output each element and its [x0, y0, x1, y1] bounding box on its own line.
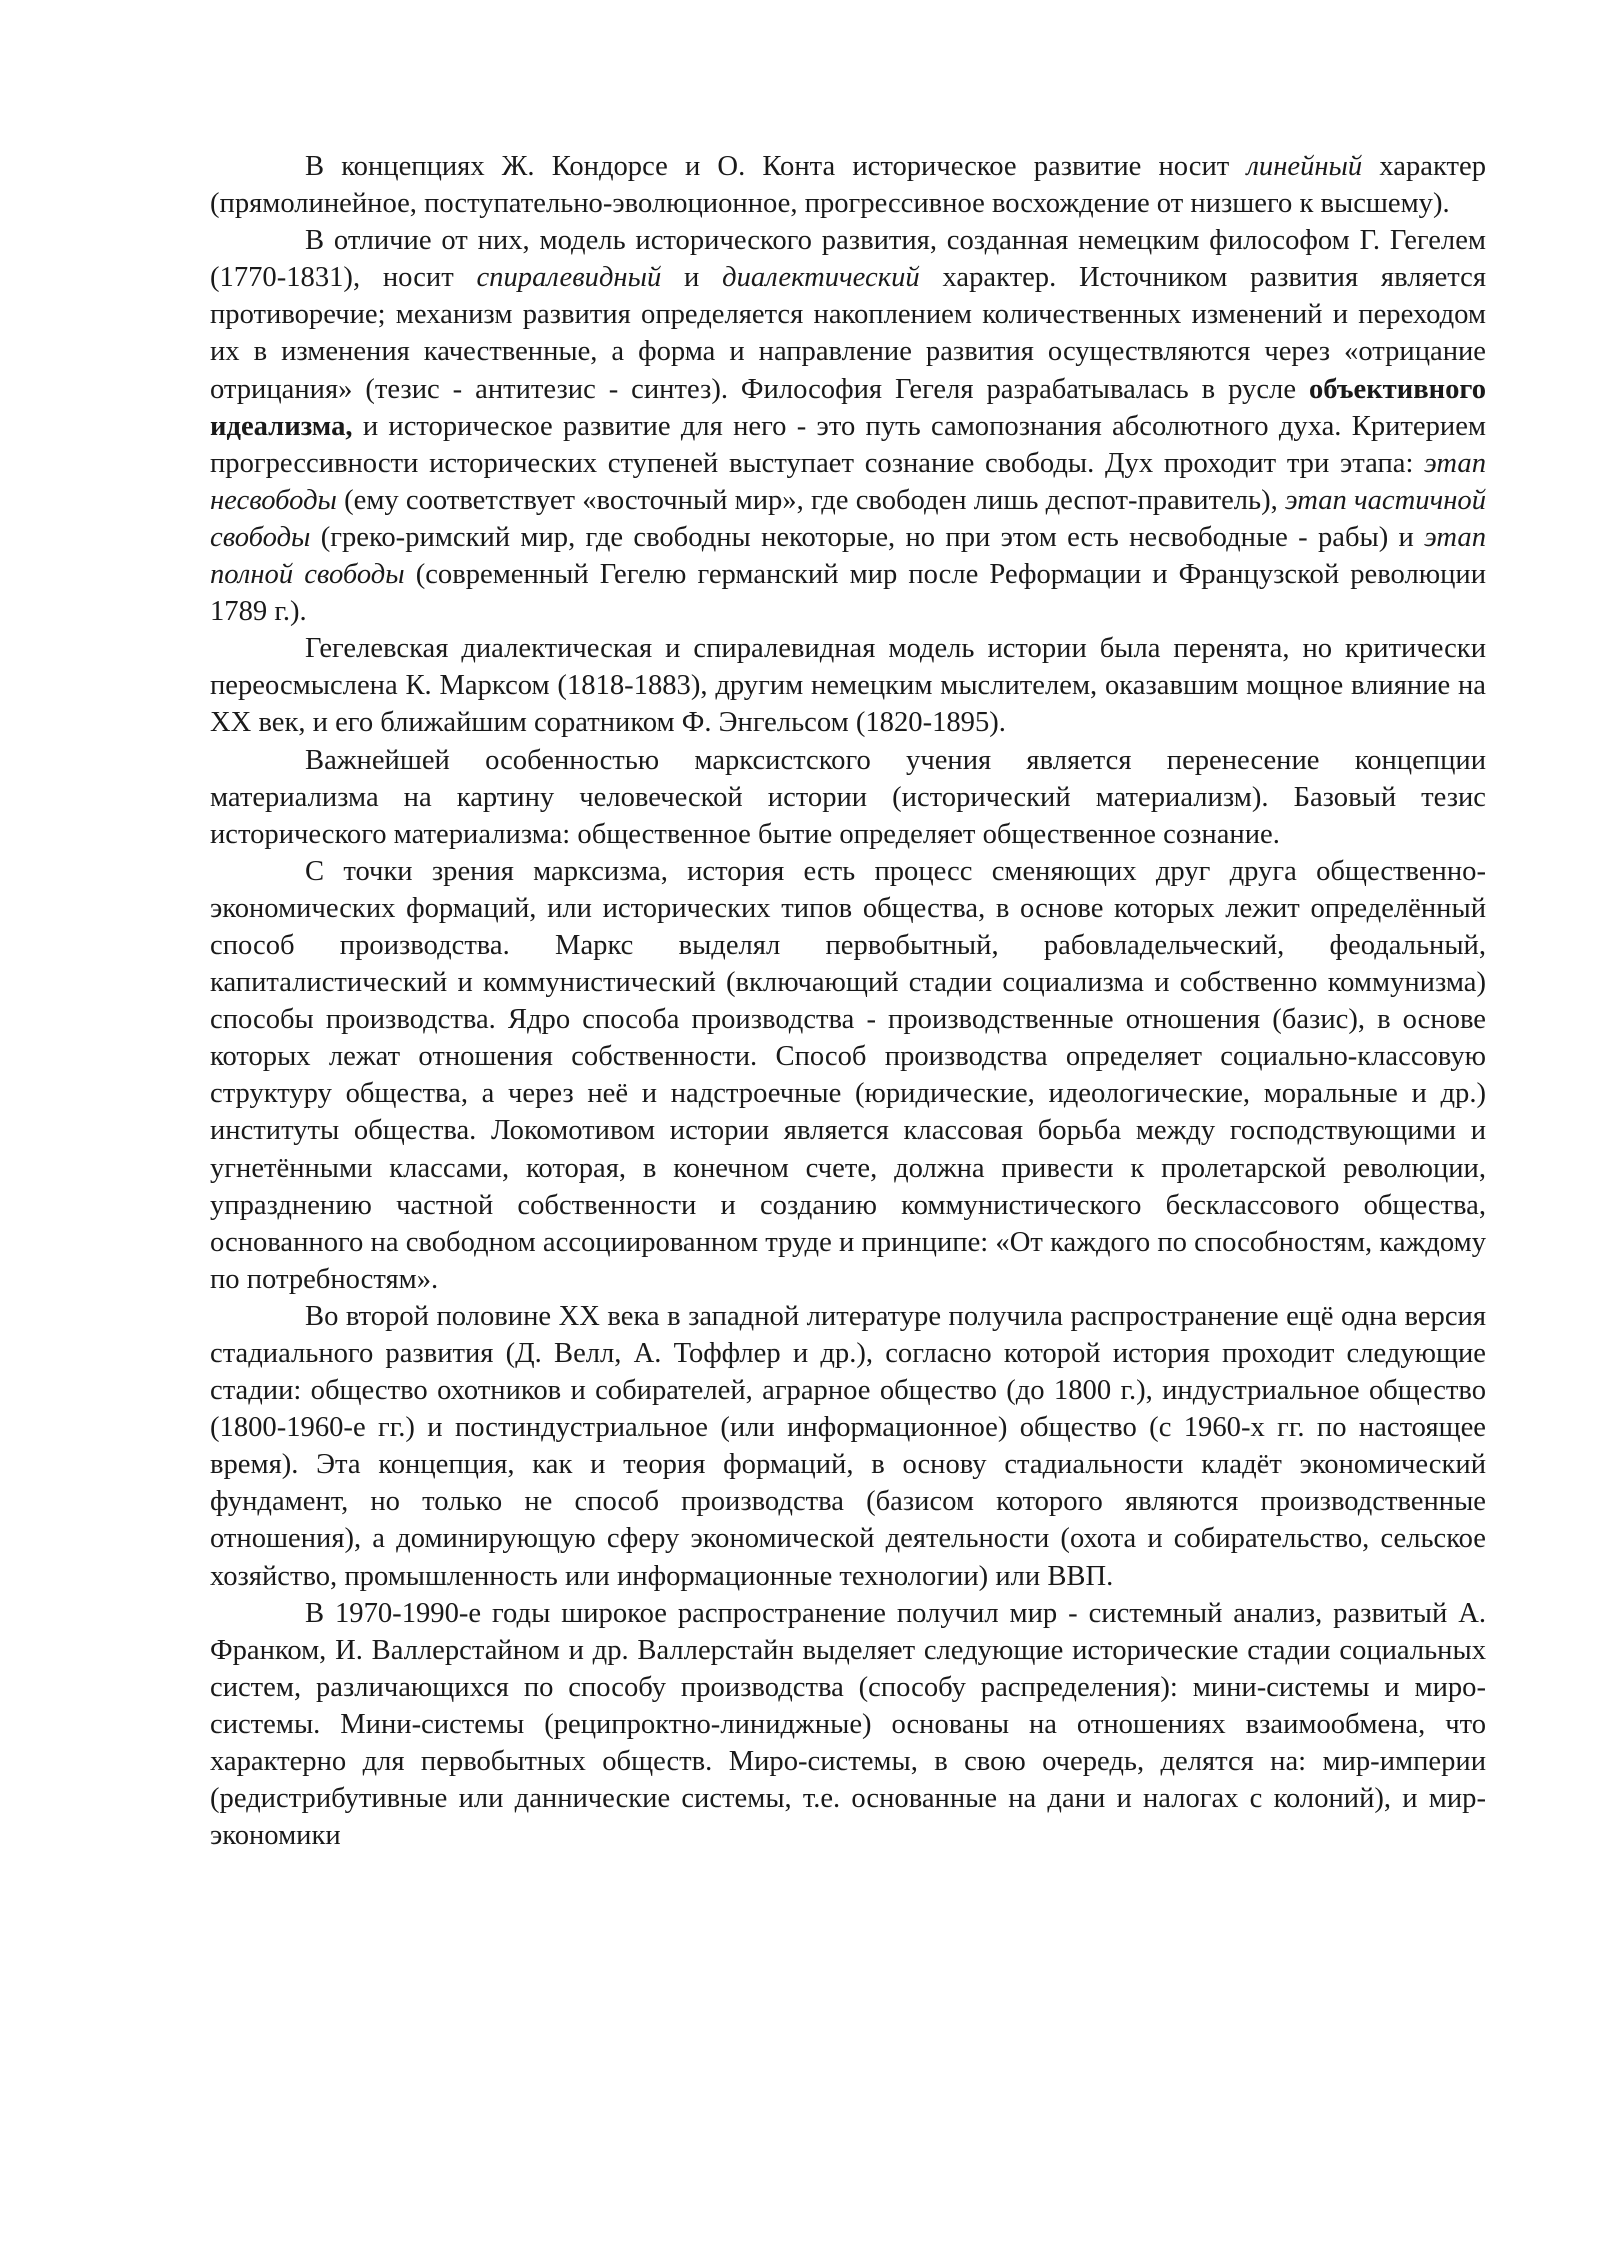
- text-run: С точки зрения марксизма, история есть процесс сменяющих друг друга общественно-экономических формаций, или исторических типов общества, в основе которых лежит определённый способ производства. Маркс выделял первобытный, рабовладельческий, феодальный, капиталистический и коммунистический (включающий стадии социализма и собственно коммунизма) способы производства. Ядро способа производства - производственные отношения (базис), в основе которых лежат отношения собственности. Способ производства определяет социально-классовую структуру общества, а через неё и надстроечные (юридические, идеологические, моральные и др.) институты общества. Локомотивом истории является классовая борьба между господствующими и угнетёнными классами, которая, в конечном счете, должна привести к пролетарской революции, упразднению частной собственности и созданию коммунистического бесклассового общества, основанного на свободном ассоциированном труде и принципе: «От каждого по способностям, каждому по потребностям».: [210, 855, 1486, 1295]
- document-page: [210, 148, 1486, 1854]
- italic-text: этап частичной свободы: [210, 484, 1486, 553]
- document-body: [210, 148, 1486, 1854]
- italic-text: этап полной свободы: [210, 521, 1486, 591]
- italic-text: диалектический: [722, 262, 920, 294]
- paragraph: [210, 1595, 1486, 1855]
- text-run: (ему соответствует «восточный мир», где свободен лишь деспот-правитель),: [336, 484, 1285, 516]
- italic-text: спиралевидный: [476, 262, 662, 294]
- text-run: (современный Гегелю германский мир после Реформации и Французской революции 1789 г.).: [210, 559, 1486, 628]
- italic-text: линейный: [1246, 151, 1363, 182]
- bold-text: объективного идеализма,: [210, 373, 1486, 442]
- paragraph: [210, 742, 1486, 853]
- paragraph: [210, 1298, 1486, 1595]
- text-run: В 1970-1990-е годы широкое распространение получил мир - системный анализ, развитый А. Франком, И. Валлерстайном и др. Валлерстайн выделяет следующие исторические стадии социальных систем, различающихся по способу производства (способу распределения): мини-системы и миро-системы. Мини-системы (реципроктно-линиджные) основаны на отношениях взаимообмена, что характерно для первобытных обществ. Миро-системы, в свою очередь, делятся на: мир-империи (редистрибутивные или даннические системы, т.е. основанные на дани и налогах с колоний), и мир-экономики: [210, 1597, 1486, 1852]
- text-run: (греко-римский мир, где свободны некоторые, но при этом есть несвободные - рабы) и: [310, 521, 1425, 553]
- paragraph: [210, 853, 1486, 1298]
- text-run: и: [661, 262, 723, 294]
- paragraph: [210, 222, 1486, 630]
- italic-text: этап несвободы: [210, 447, 1486, 516]
- text-run: Во второй половине XX века в западной литературе получила распространение ещё одна версия стадиального развития (Д. Велл, А. Тоффлер и др.), согласно которой история проходит следующие стадии: общество охотников и собирателей, аграрное общество (до 1800 г.), индустриальное общество (1800-1960-е гг.) и постиндустриальное (или информационное) общество (с 1960-х гг. по настоящее время). Эта концепция, как и теория формаций, в основу стадиальности кладёт экономический фундамент, но только не способ производства (базисом которого являются производственные отношения), а доминирующую сферу экономической деятельности (охота и собирательство, сельское хозяйство, промышленность или информационные технологии) или ВВП.: [210, 1300, 1486, 1592]
- text-run: В отличие от них, модель исторического развития, созданная немецким философом Г. Гегелем (1770-1831), носит: [210, 225, 1486, 294]
- text-run: В концепциях Ж. Кондорсе и О. Конта историческое развитие носит: [305, 151, 1247, 182]
- text-run: Гегелевская диалектическая и спиралевидная модель истории была перенята, но критически переосмыслена К. Марксом (1818-1883), другим немецким мыслителем, оказавшим мощное влияние на XX век, и его ближайшим соратником Ф. Энгельсом (1820-1895).: [210, 633, 1486, 739]
- text-run: и историческое развитие для него - это путь самопознания абсолютного духа. Критерием прогрессивности исторических ступеней выступает сознание свободы. Дух проходит три этапа:: [210, 410, 1486, 479]
- text-run: Важнейшей особенностью марксистского учения является перенесение концепции материализма на картину человеческой истории (исторический материализм). Базовый тезис исторического материализма: общественное бытие определяет общественное сознание.: [210, 744, 1486, 850]
- paragraph: [210, 630, 1486, 741]
- text-run: характер (прямолинейное, поступательно-эволюционное, прогрессивное восхождение от низшего к высшему).: [210, 151, 1486, 220]
- paragraph: [210, 148, 1486, 222]
- text-run: характер. Источником развития является противоречие; механизм развития определяется накоплением количественных изменений и переходом их в изменения качественные, а форма и направление развития осуществляются через «отрицание отрицания» (тезис - антитезис - синтез). Философия Гегеля разрабатывалась в русле: [210, 262, 1486, 405]
